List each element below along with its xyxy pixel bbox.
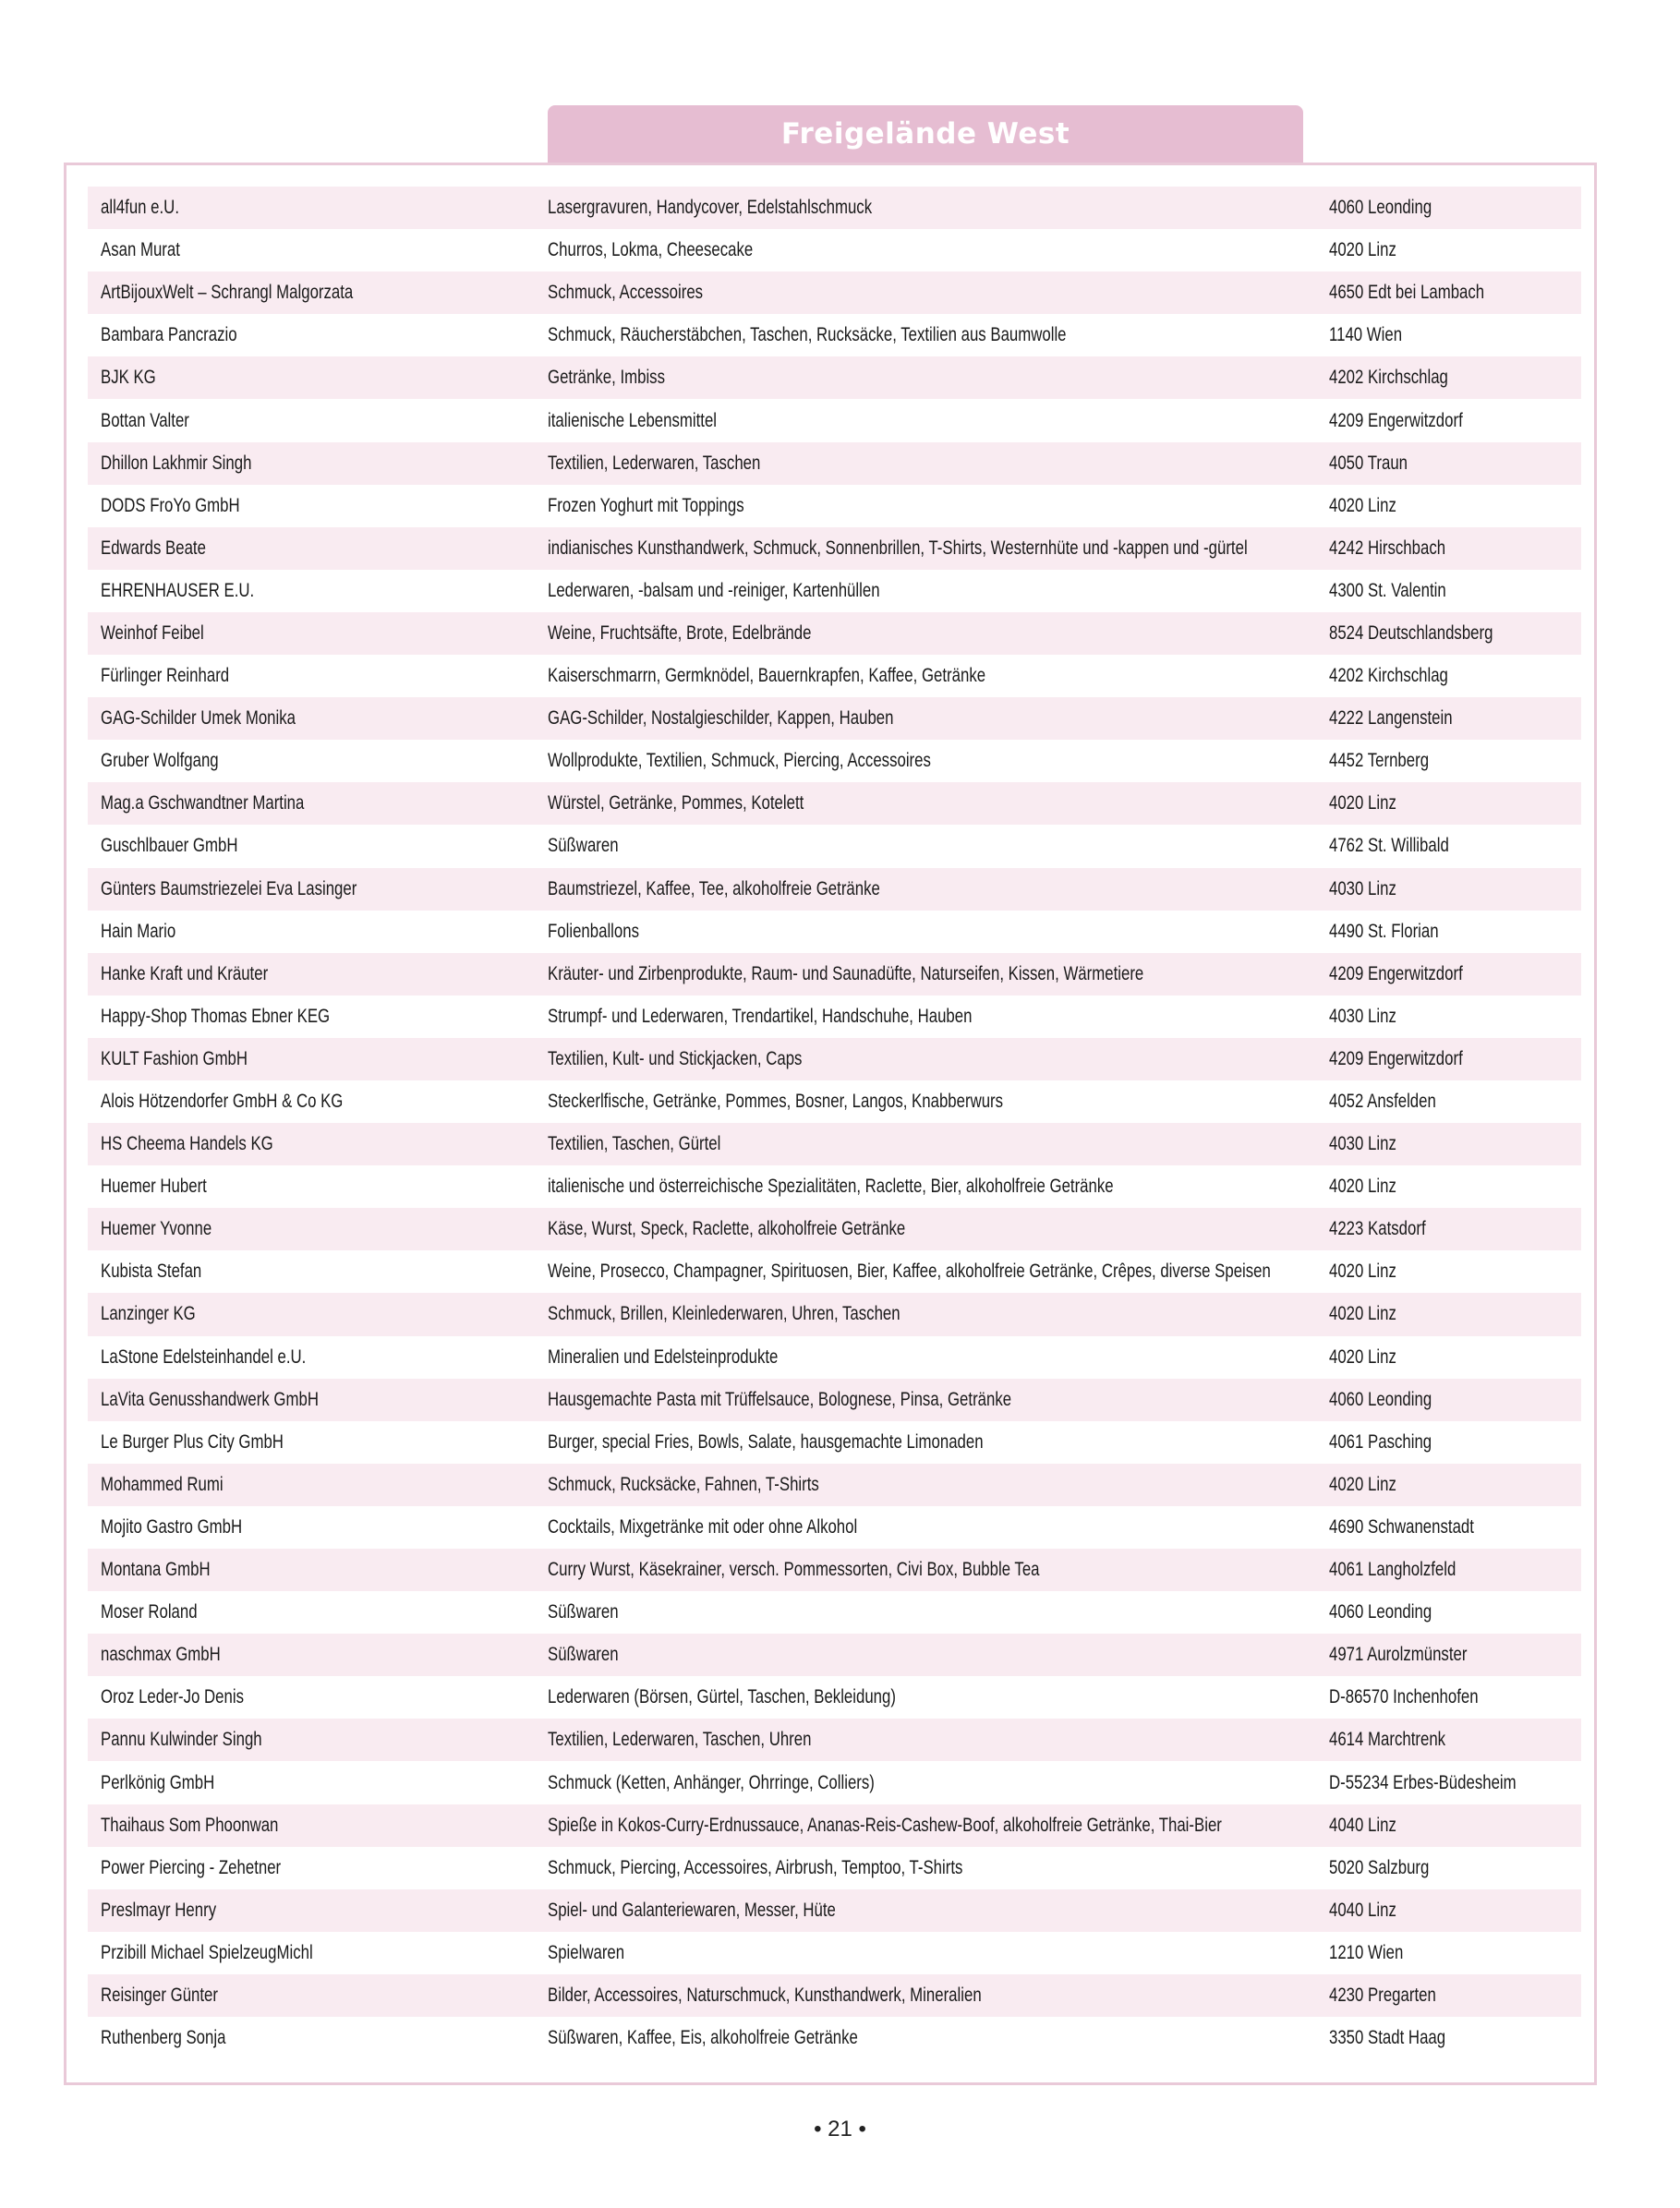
exhibitor-city: 4020 Linz — [1329, 1345, 1396, 1368]
table-row — [88, 1719, 1581, 1761]
exhibitor-goods: Wollprodukte, Textilien, Schmuck, Piercing, Accessoires — [548, 750, 931, 772]
exhibitor-name: Fürlinger Reinhard — [101, 665, 230, 687]
table-row — [88, 868, 1581, 911]
exhibitor-name: Kubista Stefan — [101, 1261, 202, 1283]
table-row — [88, 1676, 1581, 1719]
exhibitor-city: 4040 Linz — [1329, 1814, 1396, 1836]
exhibitor-city: 8524 Deutschlandsberg — [1329, 621, 1493, 644]
table-row — [88, 953, 1581, 995]
exhibitor-name: Pannu Kulwinder Singh — [101, 1729, 262, 1751]
exhibitor-city: 4452 Ternberg — [1329, 750, 1430, 772]
exhibitor-name: Günters Baumstriezelei Eva Lasinger — [101, 877, 357, 899]
exhibitor-city: 4020 Linz — [1329, 1261, 1396, 1283]
exhibitor-city: 4060 Leonding — [1329, 1388, 1432, 1410]
exhibitor-goods: Schmuck, Accessoires — [548, 282, 704, 304]
exhibitor-name: Weinhof Feibel — [101, 621, 204, 644]
exhibitor-goods: Süßwaren — [548, 1601, 619, 1623]
table-row — [88, 1889, 1581, 1932]
table-row — [88, 1847, 1581, 1889]
exhibitor-goods: Lederwaren (Börsen, Gürtel, Taschen, Bekleidung) — [548, 1686, 896, 1708]
exhibitor-city: D-55234 Erbes-Büdesheim — [1329, 1771, 1517, 1793]
exhibitor-goods: Kaiserschmarrn, Germknödel, Bauernkrapfen, Kaffee, Getränke — [548, 665, 986, 687]
exhibitor-city: 5020 Salzburg — [1329, 1856, 1430, 1878]
exhibitor-goods: Kräuter- und Zirbenprodukte, Raum- und Saunadüfte, Naturseifen, Kissen, Wärmetiere — [548, 962, 1144, 984]
exhibitor-name: Bambara Pancrazio — [101, 324, 237, 346]
exhibitor-city: 4209 Engerwitzdorf — [1329, 1047, 1463, 1069]
table-row — [88, 399, 1581, 441]
table-row — [88, 697, 1581, 740]
exhibitor-name: Moser Roland — [101, 1601, 198, 1623]
exhibitor-name: Montana GmbH — [101, 1559, 211, 1581]
exhibitor-name: all4fun e.U. — [101, 197, 179, 219]
exhibitor-name: Thaihaus Som Phoonwan — [101, 1814, 279, 1836]
exhibitor-goods: GAG-Schilder, Nostalgieschilder, Kappen, Hauben — [548, 707, 894, 730]
exhibitor-name: HS Cheema Handels KG — [101, 1133, 273, 1155]
exhibitor-name: Happy-Shop Thomas Ebner KEG — [101, 1005, 331, 1027]
exhibitor-city: 1210 Wien — [1329, 1941, 1404, 1963]
exhibitor-name: ArtBijouxWelt – Schrangl Malgorzata — [101, 282, 354, 304]
exhibitor-name: Bottan Valter — [101, 409, 189, 431]
table-row — [88, 485, 1581, 527]
table-row — [88, 995, 1581, 1038]
exhibitor-name: Gruber Wolfgang — [101, 750, 219, 772]
exhibitor-city: 4030 Linz — [1329, 877, 1396, 899]
exhibitor-city: 4020 Linz — [1329, 1176, 1396, 1198]
table-row — [88, 271, 1581, 314]
exhibitor-city: 4690 Schwanenstadt — [1329, 1515, 1474, 1538]
exhibitor-city: 4230 Pregarten — [1329, 1984, 1436, 2006]
exhibitor-name: Edwards Beate — [101, 537, 206, 559]
table-row — [88, 1804, 1581, 1847]
exhibitor-goods: Cocktails, Mixgetränke mit oder ohne Alkohol — [548, 1515, 858, 1538]
exhibitor-city: 4020 Linz — [1329, 792, 1396, 814]
exhibitor-city: 4040 Linz — [1329, 1899, 1396, 1921]
exhibitor-city: 4030 Linz — [1329, 1005, 1396, 1027]
table-row — [88, 1464, 1581, 1506]
table-row — [88, 1208, 1581, 1250]
exhibitor-goods: Süßwaren — [548, 835, 619, 857]
exhibitor-name: BJK KG — [101, 367, 156, 389]
exhibitor-name: Le Burger Plus City GmbH — [101, 1430, 284, 1453]
exhibitor-goods: Folienballons — [548, 920, 639, 942]
exhibitor-name: Dhillon Lakhmir Singh — [101, 452, 252, 474]
exhibitor-city: 4052 Ansfelden — [1329, 1091, 1436, 1113]
exhibitor-city: 3350 Stadt Haag — [1329, 2027, 1446, 2049]
exhibitor-goods: Weine, Prosecco, Champagner, Spirituosen, Bier, Kaffee, alkoholfreie Getränke, Crêpes, diverse Speisen — [548, 1261, 1271, 1283]
exhibitor-goods: Würstel, Getränke, Pommes, Kotelett — [548, 792, 804, 814]
exhibitor-city: 4209 Engerwitzdorf — [1329, 409, 1463, 431]
exhibitor-goods: Schmuck, Räucherstäbchen, Taschen, Rucksäcke, Textilien aus Baumwolle — [548, 324, 1067, 346]
table-row — [88, 782, 1581, 825]
exhibitor-goods: Steckerlfische, Getränke, Pommes, Bosner, Langos, Knabberwurs — [548, 1091, 1004, 1113]
table-row — [88, 1123, 1581, 1165]
exhibitor-goods: indianisches Kunsthandwerk, Schmuck, Sonnenbrillen, T-Shirts, Westernhüte und -kappen und -gürtel — [548, 537, 1248, 559]
exhibitor-name: EHRENHAUSER E.U. — [101, 579, 255, 601]
table-row — [88, 612, 1581, 655]
exhibitor-city: 1140 Wien — [1329, 324, 1403, 346]
table-row — [88, 1336, 1581, 1379]
exhibitor-city: 4020 Linz — [1329, 1303, 1396, 1325]
table-row — [88, 1250, 1581, 1293]
exhibitor-goods: Süßwaren — [548, 1644, 619, 1666]
table-row — [88, 1932, 1581, 1974]
exhibitor-city: 4061 Langholzfeld — [1329, 1559, 1456, 1581]
exhibitor-goods: Churros, Lokma, Cheesecake — [548, 239, 754, 261]
exhibitor-name: LaVita Genusshandwerk GmbH — [101, 1388, 319, 1410]
exhibitor-goods: Mineralien und Edelsteinprodukte — [548, 1345, 779, 1368]
exhibitor-city: 4242 Hirschbach — [1329, 537, 1446, 559]
exhibitor-goods: Schmuck, Rucksäcke, Fahnen, T-Shirts — [548, 1473, 819, 1495]
table-row — [88, 1379, 1581, 1421]
exhibitor-city: 4614 Marchtrenk — [1329, 1729, 1446, 1751]
table-row — [88, 2017, 1581, 2059]
table-row — [88, 740, 1581, 782]
exhibitor-city: 4223 Katsdorf — [1329, 1218, 1426, 1240]
exhibitor-table — [88, 187, 1581, 2059]
table-row — [88, 1080, 1581, 1123]
exhibitor-goods: Schmuck (Ketten, Anhänger, Ohrringe, Colliers) — [548, 1771, 875, 1793]
exhibitor-name: Huemer Yvonne — [101, 1218, 212, 1240]
table-row — [88, 1549, 1581, 1591]
exhibitor-name: Przibill Michael SpielzeugMichl — [101, 1941, 313, 1963]
exhibitor-name: Preslmayr Henry — [101, 1899, 217, 1921]
table-row — [88, 1591, 1581, 1634]
exhibitor-city: 4202 Kirchschlag — [1329, 367, 1448, 389]
exhibitor-name: Mohammed Rumi — [101, 1473, 224, 1495]
exhibitor-goods: Schmuck, Brillen, Kleinlederwaren, Uhren, Taschen — [548, 1303, 900, 1325]
table-row — [88, 1293, 1581, 1335]
exhibitor-goods: Lasergravuren, Handycover, Edelstahlschmuck — [548, 197, 873, 219]
exhibitor-name: Huemer Hubert — [101, 1176, 207, 1198]
table-row — [88, 527, 1581, 570]
exhibitor-name: GAG-Schilder Umek Monika — [101, 707, 296, 730]
exhibitor-goods: Spielwaren — [548, 1941, 625, 1963]
exhibitor-goods: Weine, Fruchtsäfte, Brote, Edelbrände — [548, 621, 812, 644]
table-row — [88, 1038, 1581, 1080]
exhibitor-city: 4050 Traun — [1329, 452, 1408, 474]
exhibitor-city: 4202 Kirchschlag — [1329, 665, 1448, 687]
exhibitor-goods: Baumstriezel, Kaffee, Tee, alkoholfreie Getränke — [548, 877, 880, 899]
exhibitor-city: 4061 Pasching — [1329, 1430, 1432, 1453]
exhibitor-goods: Spiel- und Galanteriewaren, Messer, Hüte — [548, 1899, 836, 1921]
exhibitor-goods: italienische und österreichische Spezialitäten, Raclette, Bier, alkoholfreie Getränke — [548, 1176, 1114, 1198]
exhibitor-city: 4020 Linz — [1329, 239, 1396, 261]
exhibitor-name: DODS FroYo GmbH — [101, 494, 240, 516]
exhibitor-city: 4222 Langenstein — [1329, 707, 1453, 730]
exhibitor-goods: Lederwaren, -balsam und -reiniger, Kartenhüllen — [548, 579, 880, 601]
exhibitor-name: naschmax GmbH — [101, 1644, 221, 1666]
table-row — [88, 229, 1581, 271]
exhibitor-goods: Süßwaren, Kaffee, Eis, alkoholfreie Getränke — [548, 2027, 858, 2049]
exhibitor-goods: italienische Lebensmittel — [548, 409, 718, 431]
exhibitor-city: 4490 St. Florian — [1329, 920, 1439, 942]
table-row — [88, 570, 1581, 612]
exhibitor-goods: Curry Wurst, Käsekrainer, versch. Pommessorten, Civi Box, Bubble Tea — [548, 1559, 1040, 1581]
exhibitor-goods: Strumpf- und Lederwaren, Trendartikel, Handschuhe, Hauben — [548, 1005, 973, 1027]
exhibitor-goods: Hausgemachte Pasta mit Trüffelsauce, Bolognese, Pinsa, Getränke — [548, 1388, 1012, 1410]
exhibitor-name: Perlkönig GmbH — [101, 1771, 215, 1793]
exhibitor-goods: Textilien, Taschen, Gürtel — [548, 1133, 721, 1155]
table-row — [88, 655, 1581, 697]
table-row — [88, 911, 1581, 953]
table-row — [88, 314, 1581, 356]
exhibitor-name: Lanzinger KG — [101, 1303, 196, 1325]
exhibitor-name: Alois Hötzendorfer GmbH & Co KG — [101, 1091, 344, 1113]
table-row — [88, 356, 1581, 399]
exhibitor-goods: Burger, special Fries, Bowls, Salate, hausgemachte Limonaden — [548, 1430, 984, 1453]
exhibitor-city: 4762 St. Willibald — [1329, 835, 1449, 857]
exhibitor-goods: Schmuck, Piercing, Accessoires, Airbrush, Temptoo, T-Shirts — [548, 1856, 963, 1878]
table-row — [88, 1421, 1581, 1464]
exhibitor-name: Hanke Kraft und Kräuter — [101, 962, 269, 984]
table-row — [88, 1165, 1581, 1208]
exhibitor-city: D-86570 Inchenhofen — [1329, 1686, 1479, 1708]
exhibitor-name: Ruthenberg Sonja — [101, 2027, 226, 2049]
exhibitor-name: Mojito Gastro GmbH — [101, 1515, 243, 1538]
exhibitor-city: 4209 Engerwitzdorf — [1329, 962, 1463, 984]
exhibitor-city: 4020 Linz — [1329, 1473, 1396, 1495]
exhibitor-goods: Textilien, Lederwaren, Taschen — [548, 452, 761, 474]
exhibitor-city: 4650 Edt bei Lambach — [1329, 282, 1485, 304]
table-row — [88, 187, 1581, 229]
section-header-tab — [548, 105, 1303, 163]
page-number: • 21 • — [814, 2117, 866, 2142]
exhibitor-name: Hain Mario — [101, 920, 176, 942]
table-row — [88, 442, 1581, 485]
section-title: Freigelände West — [780, 117, 1070, 151]
exhibitor-name: Asan Murat — [101, 239, 180, 261]
exhibitor-goods: Bilder, Accessoires, Naturschmuck, Kunsthandwerk, Mineralien — [548, 1984, 982, 2006]
exhibitor-name: LaStone Edelsteinhandel e.U. — [101, 1345, 307, 1368]
exhibitor-name: Oroz Leder-Jo Denis — [101, 1686, 244, 1708]
exhibitor-goods: Textilien, Kult- und Stickjacken, Caps — [548, 1047, 803, 1069]
table-row — [88, 1974, 1581, 2017]
exhibitor-city: 4300 St. Valentin — [1329, 579, 1446, 601]
exhibitor-city: 4060 Leonding — [1329, 1601, 1432, 1623]
exhibitor-name: Power Piercing - Zehetner — [101, 1856, 282, 1878]
exhibitor-goods: Käse, Wurst, Speck, Raclette, alkoholfreie Getränke — [548, 1218, 906, 1240]
table-row — [88, 825, 1581, 867]
exhibitor-city: 4971 Aurolzmünster — [1329, 1644, 1468, 1666]
exhibitor-city: 4020 Linz — [1329, 494, 1396, 516]
exhibitor-city: 4030 Linz — [1329, 1133, 1396, 1155]
exhibitor-goods: Spieße in Kokos-Curry-Erdnussauce, Ananas-Reis-Cashew-Boof, alkoholfreie Getränke, Thai-Bier — [548, 1814, 1222, 1836]
table-row — [88, 1634, 1581, 1676]
exhibitor-name: Reisinger Günter — [101, 1984, 218, 2006]
table-row — [88, 1761, 1581, 1804]
exhibitor-goods: Textilien, Lederwaren, Taschen, Uhren — [548, 1729, 812, 1751]
exhibitor-goods: Frozen Yoghurt mit Toppings — [548, 494, 744, 516]
table-row — [88, 1506, 1581, 1549]
exhibitor-city: 4060 Leonding — [1329, 197, 1432, 219]
exhibitor-name: Mag.a Gschwandtner Martina — [101, 792, 305, 814]
exhibitor-goods: Getränke, Imbiss — [548, 367, 665, 389]
exhibitor-name: Guschlbauer GmbH — [101, 835, 238, 857]
exhibitor-name: KULT Fashion GmbH — [101, 1047, 248, 1069]
